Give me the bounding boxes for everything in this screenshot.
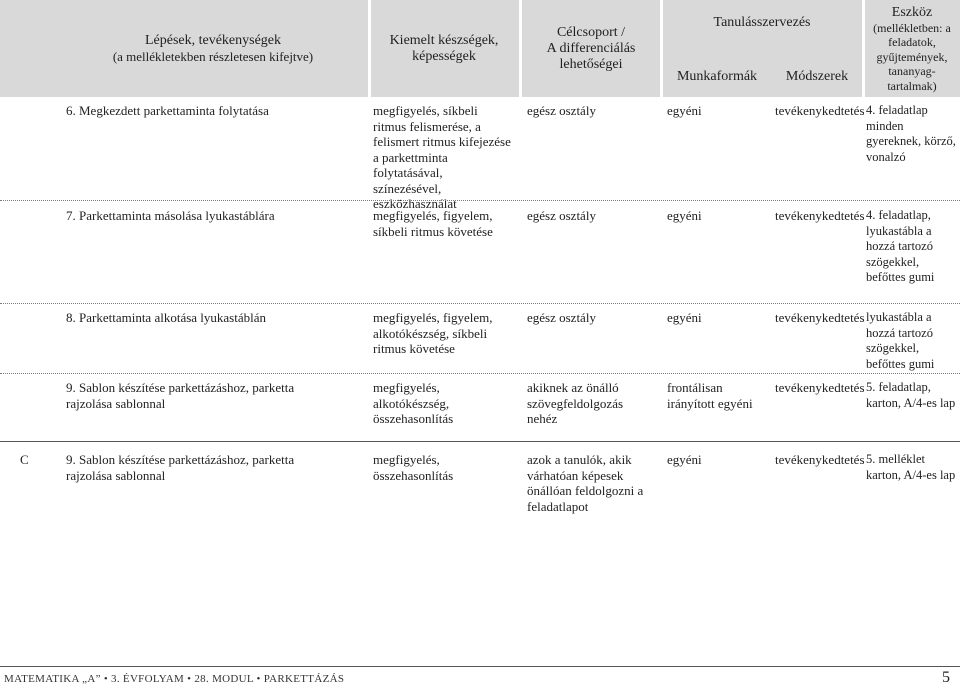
step-text: Sablon készítése parkettázáshoz, parketta rajzolása sablonnal [66,452,295,483]
target-cell: egész osztály [527,208,596,223]
footer-title: MATEMATIKA „A” • 3. ÉVFOLYAM • 28. MODUL • PARKETTÁZÁS [4,673,345,685]
header-divider [862,0,865,97]
header-target [522,0,660,97]
page-number: 5 [942,669,950,686]
tools-cell: 4. feladatlap, lyukastábla a hozzá tartozó szögekkel, befőttes gumi [866,208,935,284]
step-text: Parkettaminta másolása lyukastáblára [79,208,275,223]
header-divider [519,0,522,97]
header-methods: Módszerek [785,69,849,84]
method-cell: tevékenykedtetés [775,310,865,325]
target-cell: egész osztály [527,310,596,325]
footer-rule [0,666,960,667]
header-steps [58,0,368,97]
header-steps-subtitle: (a mellékletekben részletesen kifejtve) [112,49,314,64]
page-footer [0,666,960,689]
method-cell: tevékenykedtetés [775,208,865,223]
skills-cell: megfigyelés, alkotókészség, összehasonlítás [373,380,454,426]
skills-cell: megfigyelés, összehasonlítás [373,452,454,483]
row-separator [0,373,960,374]
step-cell [66,452,331,483]
header-target-line1: Célcsoport / [556,24,626,40]
skills-cell: megfigyelés, figyelem, síkbeli ritmus követése [373,208,493,239]
form-cell: egyéni [667,103,702,118]
header-skills [370,0,518,97]
target-cell: akiknek az önálló szövegfeldolgozás nehéz [527,380,624,426]
step-number: 9. [66,452,76,467]
step-text: Sablon készítése parkettázáshoz, parketta rajzolása sablonnal [66,380,295,411]
header-tools-title: Eszköz [891,4,933,20]
header-steps-title: Lépések, tevékenységek [144,33,282,48]
section-separator [0,441,960,442]
method-cell: tevékenykedtetés [775,103,865,118]
step-text: Megkezdett parkettaminta folytatása [79,103,269,118]
tools-cell: 5. melléklet karton, A/4-es lap [866,452,956,482]
step-number: 6. [66,103,76,118]
step-cell [66,310,366,326]
tools-cell: lyukastábla a hozzá tartozó szögekkel, befőttes gumi [866,310,935,371]
header-tools-subtitle: (mellékletben: a feladatok, gyűjtemények, tananyag-tartalmak) [873,20,951,93]
header-target-line3: lehetőségei [559,56,623,72]
target-cell: egész osztály [527,103,596,118]
method-cell: tevékenykedtetés [775,452,865,467]
header-divider [660,0,663,97]
form-cell: frontálisan irányított egyéni [667,380,753,411]
step-cell [66,208,366,224]
header-tools [864,4,960,94]
header-divider [368,0,371,97]
step-text: Parkettaminta alkotása lyukastáblán [79,310,266,325]
header-forms: Munkaformák [676,69,758,84]
tools-cell: 5. feladatlap, karton, A/4-es lap [866,380,956,410]
skills-cell: megfigyelés, síkbeli ritmus felismerése, a felismert ritmus kifejezése a parkettminta folytatásával, színezésével, eszközhasználat [373,103,511,211]
header-target-line2: A differenciálás [546,40,636,56]
row-separator [0,303,960,304]
section-letter: C [20,452,29,467]
form-cell: egyéni [667,208,702,223]
method-cell: tevékenykedtetés [775,380,865,395]
step-number: 9. [66,380,76,395]
header-skills-title: Kiemelt készségek, képességek [389,32,499,64]
skills-cell: megfigyelés, figyelem, alkotókészség, síkbeli ritmus követése [373,310,493,356]
step-number: 8. [66,310,76,325]
step-cell [66,103,366,119]
step-cell [66,380,331,411]
target-cell: azok a tanulók, akik várhatóan képesek önállóan feldolgozni a feladatlapot [527,452,644,514]
table-header [0,0,960,97]
header-organization: Tanulásszervezés [713,15,811,30]
form-cell: egyéni [667,310,702,325]
step-number: 7. [66,208,76,223]
tools-cell: 4. feladatlap minden gyereknek, körző, vonalzó [866,103,956,164]
row-separator [0,200,960,201]
form-cell: egyéni [667,452,702,467]
